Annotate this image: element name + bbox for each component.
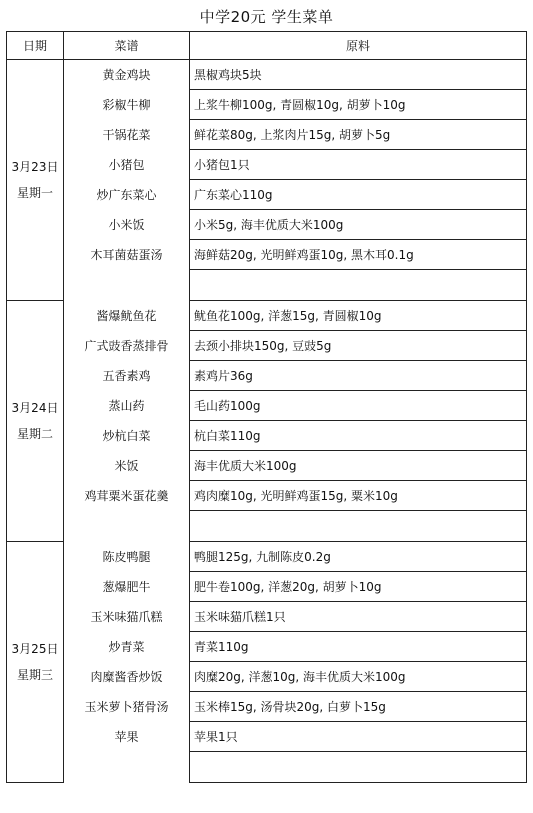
date-cell xyxy=(7,60,64,301)
dish-cell: 炒杭白菜 xyxy=(64,421,190,451)
ingredients-cell: 上浆牛柳100g, 青圆椒10g, 胡萝卜10g xyxy=(190,90,527,120)
dish-cell: 鸡茸粟米蛋花羹 xyxy=(64,481,190,511)
ingredients-cell: 小米5g, 海丰优质大米100g xyxy=(190,210,527,240)
table-row xyxy=(7,150,527,180)
table-row xyxy=(7,662,527,692)
table-row xyxy=(7,60,527,90)
dish-cell: 玉米萝卜猪骨汤 xyxy=(64,692,190,722)
dish-cell: 苹果 xyxy=(64,722,190,752)
table-row xyxy=(7,210,527,240)
dish-cell xyxy=(64,270,190,301)
weekday-label: 星期一 xyxy=(16,186,53,200)
dish-cell: 米饭 xyxy=(64,451,190,481)
dish-cell: 酱爆鱿鱼花 xyxy=(64,301,190,331)
dish-cell: 木耳菌菇蛋汤 xyxy=(64,240,190,270)
ingredients-cell: 去颈小排块150g, 豆豉5g xyxy=(190,331,527,361)
table-row xyxy=(7,120,527,150)
table-row xyxy=(7,391,527,421)
date-cell xyxy=(7,542,64,783)
header-dish: 菜谱 xyxy=(64,32,190,60)
table-row xyxy=(7,301,527,331)
dish-cell: 小米饭 xyxy=(64,210,190,240)
table-row xyxy=(7,632,527,662)
ingredients-cell: 玉米味猫爪糕1只 xyxy=(190,602,527,632)
table-row xyxy=(7,361,527,391)
ingredients-cell: 玉米棒15g, 汤骨块20g, 白萝卜15g xyxy=(190,692,527,722)
ingredients-cell: 苹果1只 xyxy=(190,722,527,752)
menu-table xyxy=(6,31,527,783)
ingredients-cell xyxy=(190,752,527,783)
dish-cell: 陈皮鸭腿 xyxy=(64,542,190,572)
ingredients-cell: 小猪包1只 xyxy=(190,150,527,180)
ingredients-cell xyxy=(190,270,527,301)
table-row xyxy=(7,421,527,451)
table-row xyxy=(7,722,527,752)
dish-cell: 五香素鸡 xyxy=(64,361,190,391)
table-row xyxy=(7,752,527,783)
table-row xyxy=(7,602,527,632)
header-date: 日期 xyxy=(7,32,64,60)
dish-cell: 彩椒牛柳 xyxy=(64,90,190,120)
header-ingredients: 原料 xyxy=(190,32,527,60)
ingredients-cell: 广东菜心110g xyxy=(190,180,527,210)
table-header-row xyxy=(7,32,527,60)
menu-body xyxy=(7,60,527,783)
dish-cell: 干锅花菜 xyxy=(64,120,190,150)
date-label: 3月23日 xyxy=(11,160,59,174)
dish-cell: 广式豉香蒸排骨 xyxy=(64,331,190,361)
table-row xyxy=(7,331,527,361)
ingredients-cell: 青菜110g xyxy=(190,632,527,662)
weekday-label: 星期二 xyxy=(16,427,53,441)
ingredients-cell: 肥牛卷100g, 洋葱20g, 胡萝卜10g xyxy=(190,572,527,602)
dish-cell: 小猪包 xyxy=(64,150,190,180)
dish-cell: 葱爆肥牛 xyxy=(64,572,190,602)
dish-cell: 玉米味猫爪糕 xyxy=(64,602,190,632)
ingredients-cell: 杭白菜110g xyxy=(190,421,527,451)
ingredients-cell: 鸭腿125g, 九制陈皮0.2g xyxy=(190,542,527,572)
table-row xyxy=(7,180,527,210)
table-row xyxy=(7,572,527,602)
ingredients-cell: 海丰优质大米100g xyxy=(190,451,527,481)
dish-cell: 炒广东菜心 xyxy=(64,180,190,210)
dish-cell xyxy=(64,511,190,542)
date-label: 3月24日 xyxy=(11,401,59,415)
dish-cell: 黄金鸡块 xyxy=(64,60,190,90)
ingredients-cell: 鱿鱼花100g, 洋葱15g, 青圆椒10g xyxy=(190,301,527,331)
dish-cell xyxy=(64,752,190,783)
table-row xyxy=(7,692,527,722)
date-label: 3月25日 xyxy=(11,642,59,656)
table-row xyxy=(7,240,527,270)
ingredients-cell: 鸡肉糜10g, 光明鲜鸡蛋15g, 粟米10g xyxy=(190,481,527,511)
table-row xyxy=(7,451,527,481)
ingredients-cell xyxy=(190,511,527,542)
ingredients-cell: 毛山药100g xyxy=(190,391,527,421)
page-title: 中学20元 学生菜单 xyxy=(199,8,334,26)
date-cell xyxy=(7,301,64,542)
dish-cell: 蒸山药 xyxy=(64,391,190,421)
weekday-label: 星期三 xyxy=(16,668,53,682)
table-row xyxy=(7,90,527,120)
table-row xyxy=(7,270,527,301)
dish-cell: 炒青菜 xyxy=(64,632,190,662)
table-row xyxy=(7,511,527,542)
ingredients-cell: 鲜花菜80g, 上浆肉片15g, 胡萝卜5g xyxy=(190,120,527,150)
dish-cell: 肉糜酱香炒饭 xyxy=(64,662,190,692)
ingredients-cell: 海鲜菇20g, 光明鲜鸡蛋10g, 黑木耳0.1g xyxy=(190,240,527,270)
table-row xyxy=(7,542,527,572)
ingredients-cell: 黑椒鸡块5块 xyxy=(190,60,527,90)
ingredients-cell: 素鸡片36g xyxy=(190,361,527,391)
table-row xyxy=(7,481,527,511)
ingredients-cell: 肉糜20g, 洋葱10g, 海丰优质大米100g xyxy=(190,662,527,692)
